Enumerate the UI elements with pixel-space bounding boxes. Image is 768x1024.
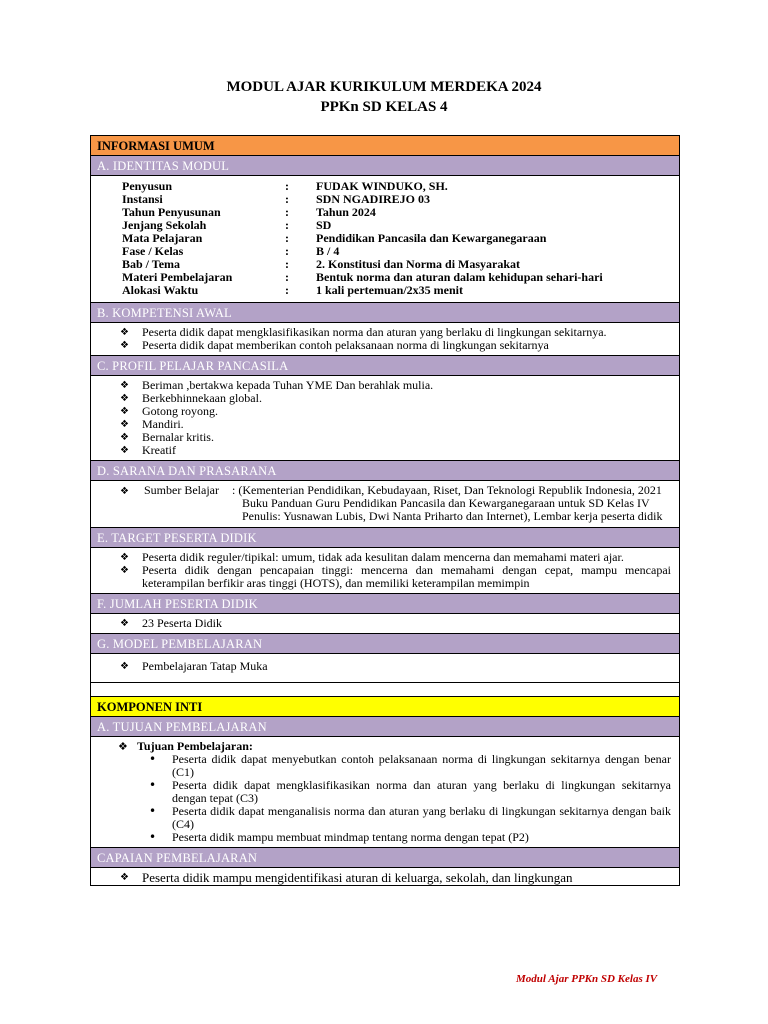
identitas-list <box>91 176 679 303</box>
identitas-row <box>122 232 679 245</box>
target-body <box>91 548 679 594</box>
identitas-key: Tahun Penyusunan <box>122 205 221 219</box>
section-komponen-inti: KOMPONEN INTI <box>91 697 679 717</box>
section-jumlah-peserta: F. JUMLAH PESERTA DIDIK <box>91 594 679 614</box>
list-item: • Peserta didik dapat menganalisis norma dan aturan yang berlaku di lingkungan sekitarnya dengan baik (C4) <box>145 805 671 831</box>
sarana-body <box>91 481 679 528</box>
jumlah-list <box>91 614 679 633</box>
identitas-value: Tahun 2024 <box>316 205 376 219</box>
sumber-belajar-label: Sumber Belajar <box>144 483 219 497</box>
identitas-colon: : <box>285 179 289 193</box>
capaian-list <box>91 868 679 885</box>
tujuan-label: Tujuan Pembelajaran: <box>137 739 253 753</box>
section-capaian-pembelajaran: CAPAIAN PEMBELAJARAN <box>91 848 679 868</box>
jumlah-body <box>91 614 679 634</box>
identitas-key: Bab / Tema <box>122 257 181 271</box>
identitas-value: SD <box>316 218 332 232</box>
capaian-body <box>91 868 679 886</box>
model-body <box>91 654 679 683</box>
list-item: ❖ 23 Peserta Didik <box>120 617 671 630</box>
list-item: ❖ Peserta didik reguler/tipikal: umum, tidak ada kesulitan dalam mencerna dan memahami materi ajar. <box>120 551 671 564</box>
list-item: ❖ Pembelajaran Tatap Muka <box>120 660 671 673</box>
identitas-key: Penyusun <box>122 179 173 193</box>
profil-pelajar-body <box>91 376 679 461</box>
diamond-bullet-icon: ❖ <box>120 486 129 497</box>
model-list <box>91 654 679 676</box>
section-identitas-modul: A. IDENTITAS MODUL <box>91 156 679 176</box>
profil-pelajar-list <box>91 376 679 460</box>
kompetensi-awal-body <box>91 323 679 356</box>
identitas-colon: : <box>285 270 289 284</box>
module-table <box>90 135 680 886</box>
identitas-value: 1 kali pertemuan/2x35 menit <box>316 283 463 297</box>
identitas-key: Fase / Kelas <box>122 244 184 258</box>
section-tujuan-pembelajaran: A. TUJUAN PEMBELAJARAN <box>91 717 679 737</box>
kompetensi-awal-list <box>91 323 679 355</box>
identitas-value: FUDAK WINDUKO, SH. <box>316 179 448 193</box>
document-subtitle: PPKn SD KELAS 4 <box>320 99 448 115</box>
list-item: ❖ Peserta didik dapat mengklasifikasikan norma dan aturan yang berlaku di lingkungan sekitarnya. <box>120 326 671 339</box>
target-list <box>91 548 679 593</box>
identitas-row <box>122 284 679 297</box>
identitas-key: Alokasi Waktu <box>122 283 199 297</box>
document-title: MODUL AJAR KURIKULUM MERDEKA 2024 <box>226 79 542 95</box>
list-item: • Peserta didik dapat mengklasifikasikan norma dan aturan yang berlaku di lingkungan sekitarnya dengan tepat (C3) <box>145 779 671 805</box>
identitas-value: SDN NGADIREJO 03 <box>316 192 431 206</box>
identitas-colon: : <box>285 205 289 219</box>
identitas-colon: : <box>285 244 289 258</box>
identitas-colon: : <box>285 192 289 206</box>
section-target-peserta: E. TARGET PESERTA DIDIK <box>91 528 679 548</box>
identitas-colon: : <box>285 218 289 232</box>
list-item: ❖ Peserta didik mampu mengidentifikasi aturan di keluarga, sekolah, dan lingkungan <box>120 871 671 884</box>
identitas-value: 2. Konstitusi dan Norma di Masyarakat <box>316 257 521 271</box>
identitas-key: Mata Pelajaran <box>122 231 203 245</box>
list-item: ❖ Beriman ,bertakwa kepada Tuhan YME Dan berahlak mulia. <box>120 379 671 392</box>
diamond-bullet-icon: ❖ <box>118 740 128 753</box>
section-kompetensi-awal: B. KOMPETENSI AWAL <box>91 303 679 323</box>
page-footer: Modul Ajar PPKn SD Kelas IV <box>516 973 658 985</box>
identitas-key: Materi Pembelajaran <box>122 270 233 284</box>
section-model-pembelajaran: G. MODEL PEMBELAJARAN <box>91 634 679 654</box>
identitas-value: Pendidikan Pancasila dan Kewarganegaraan <box>316 231 547 245</box>
tujuan-list <box>145 753 671 844</box>
list-item: ❖ Kreatif <box>120 444 671 457</box>
section-profil-pelajar: C. PROFIL PELAJAR PANCASILA <box>91 356 679 376</box>
section-sarana-prasarana: D. SARANA DAN PRASARANA <box>91 461 679 481</box>
identitas-value: Bentuk norma dan aturan dalam kehidupan sehari-hari <box>316 270 603 284</box>
identitas-colon: : <box>285 257 289 271</box>
sumber-belajar-value: : (Kementerian Pendidikan, Kebudayaan, Riset, Dan Teknologi Republik Indonesia, 2021 Buku Panduan Guru Pendidikan Pancasila dan Kewarganegaraan untuk SD Kelas IV Penulis: Yusnawan Lubis, Dwi Nanta Priharto dan Internet), Lembar kerja peserta didik <box>232 483 663 523</box>
section-informasi-umum: INFORMASI UMUM <box>91 136 679 156</box>
list-item: • Peserta didik mampu membuat mindmap tentang norma dengan tepat (P2) <box>145 831 671 844</box>
spacer-row <box>91 683 679 697</box>
identitas-colon: : <box>285 283 289 297</box>
list-item: ❖ Gotong royong. <box>120 405 671 418</box>
list-item: ❖ Bernalar kritis. <box>120 431 671 444</box>
identitas-key: Jenjang Sekolah <box>122 218 207 232</box>
list-item: • Peserta didik dapat menyebutkan contoh pelaksanaan norma di lingkungan sekitarnya dengan benar (C1) <box>145 753 671 779</box>
list-item: ❖ Berkebhinnekaan global. <box>120 392 671 405</box>
list-item: ❖ Peserta didik dapat memberikan contoh pelaksanaan norma di lingkungan sekitarnya <box>120 339 671 352</box>
tujuan-body <box>91 737 679 848</box>
identitas-value: B / 4 <box>316 244 340 258</box>
identitas-key: Instansi <box>122 192 163 206</box>
list-item: ❖ Mandiri. <box>120 418 671 431</box>
list-item: ❖ Peserta didik dengan pencapaian tinggi: mencerna dan memahami dengan cepat, mampu mencapai keterampilan berfikir aras tinggi (HOTS), dan memiliki keterampilan memimpin <box>120 564 671 590</box>
identitas-colon: : <box>285 231 289 245</box>
